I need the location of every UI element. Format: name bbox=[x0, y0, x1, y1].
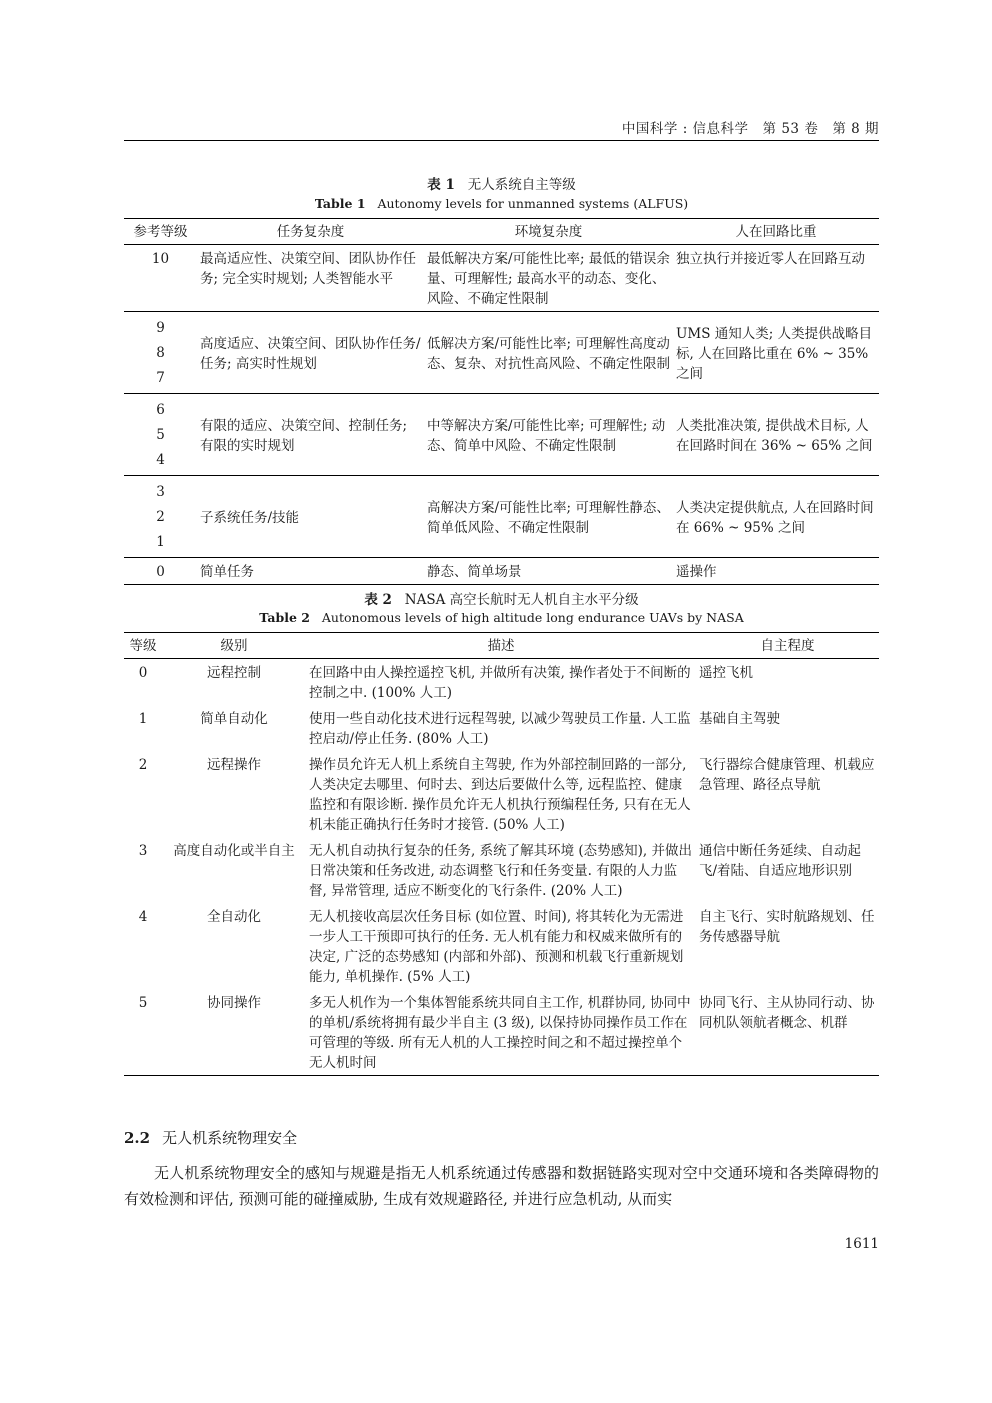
table1 bbox=[124, 218, 879, 585]
table2-caption-zh bbox=[124, 588, 879, 608]
table1-header-cell: 环境复杂度 bbox=[424, 219, 673, 245]
task-cell: 有限的适应、决策空间、控制任务; 有限的实时规划 bbox=[197, 394, 424, 476]
table-row bbox=[124, 659, 879, 706]
level-cell: 10 bbox=[151, 251, 170, 267]
level-cell: 5 bbox=[138, 995, 148, 1011]
table1-caption-en bbox=[124, 196, 879, 211]
table1-label-zh: 表 1 bbox=[427, 177, 455, 193]
table2 bbox=[124, 632, 879, 1076]
table-row bbox=[124, 751, 879, 837]
level-cell: 0 bbox=[138, 665, 148, 681]
human-cell: 人类决定提供航点, 人在回路时间在 66% ~ 95% 之间 bbox=[673, 476, 879, 558]
name-cell: 高度自动化或半自主 bbox=[173, 843, 295, 859]
env-cell: 最低解决方案/可能性比率; 最低的错误余量、可理解性; 最高水平的动态、变化、风险、不确定性限制 bbox=[427, 251, 670, 307]
autonomy-cell: 遥控飞机 bbox=[699, 665, 753, 681]
section-number: 2.2 bbox=[124, 1129, 151, 1147]
level-cell: 1 bbox=[138, 711, 148, 727]
env-cell: 高解决方案/可能性比率; 可理解性静态、简单低风险、不确定性限制 bbox=[424, 476, 673, 558]
human-cell: 人类批准决策, 提供战术目标, 人在回路时间在 36% ~ 65% 之间 bbox=[673, 394, 879, 476]
desc-cell: 多无人机作为一个集体智能系统共同自主工作, 机群协同, 协同中的单机/系统将拥有最少半自主 (3 级), 以保持协同操作员工作在可管理的等级. 所有无人机的人工操控时间之和不超过操控单个无人机时间 bbox=[309, 995, 691, 1071]
table-row bbox=[124, 705, 879, 751]
desc-cell: 使用一些自动化技术进行远程驾驶, 以减少驾驶员工作量. 人工监控启动/停止任务. (80% 人工) bbox=[309, 711, 691, 747]
table2-header-cell: 等级 bbox=[124, 633, 162, 659]
table-row bbox=[124, 245, 879, 312]
name-cell: 远程操作 bbox=[207, 757, 261, 773]
level-value: 5 bbox=[156, 427, 165, 443]
level-value: 4 bbox=[156, 452, 165, 468]
level-value: 2 bbox=[156, 509, 165, 525]
table2-title-zh: NASA 高空长航时无人机自主水平分级 bbox=[404, 592, 639, 608]
level-cell: 3 bbox=[138, 843, 148, 859]
table-row bbox=[124, 837, 879, 903]
table-row bbox=[124, 476, 879, 558]
table-row bbox=[124, 394, 879, 476]
level-cell bbox=[124, 394, 197, 476]
level-cell bbox=[124, 312, 197, 394]
autonomy-cell: 基础自主驾驶 bbox=[699, 711, 780, 727]
body-paragraph: 无人机系统物理安全的感知与规避是指无人机系统通过传感器和数据链路实现对空中交通环境和各类障碍物的有效检测和评估, 预测可能的碰撞威胁, 生成有效规避路径, 并进行应急机动, 从而实 bbox=[124, 1164, 879, 1208]
env-cell: 中等解决方案/可能性比率; 可理解性; 动态、简单中风险、不确定性限制 bbox=[424, 394, 673, 476]
level-value: 9 bbox=[156, 320, 165, 336]
table1-title-zh: 无人系统自主等级 bbox=[467, 177, 576, 193]
level-cell: 0 bbox=[124, 558, 197, 585]
table2-header-row bbox=[124, 633, 879, 659]
table2-title-en: Autonomous levels of high altitude long endurance UAVs by NASA bbox=[321, 610, 744, 625]
level-value: 7 bbox=[156, 370, 165, 386]
table1-header-cell: 参考等级 bbox=[124, 219, 197, 245]
level-value: 3 bbox=[156, 484, 165, 500]
table1-label-en: Table 1 bbox=[314, 196, 366, 211]
task-cell: 高度适应、决策空间、团队协作任务/任务; 高实时性规划 bbox=[197, 312, 424, 394]
table2-label-en: Table 2 bbox=[259, 610, 310, 625]
table2-header-cell: 级别 bbox=[162, 633, 306, 659]
autonomy-cell: 自主飞行、实时航路规划、任务传感器导航 bbox=[699, 909, 875, 945]
section-title: 无人机系统物理安全 bbox=[162, 1129, 298, 1147]
table1-caption-zh bbox=[124, 173, 879, 193]
human-cell: 遥操作 bbox=[673, 558, 879, 585]
level-cell: 2 bbox=[138, 757, 148, 773]
running-header: 中国科学 : 信息科学 第 53 卷 第 8 期 bbox=[621, 121, 879, 137]
human-cell: UMS 通知人类; 人类提供战略目标, 人在回路比重在 6% ~ 35% 之间 bbox=[673, 312, 879, 394]
table1-header-cell: 人在回路比重 bbox=[673, 219, 879, 245]
name-cell: 协同操作 bbox=[207, 995, 261, 1011]
task-cell: 子系统任务/技能 bbox=[197, 476, 424, 558]
table-row bbox=[124, 558, 879, 585]
level-value: 1 bbox=[156, 534, 165, 550]
table-row bbox=[124, 312, 879, 394]
env-cell: 静态、简单场景 bbox=[424, 558, 673, 585]
table1-header-cell: 任务复杂度 bbox=[197, 219, 424, 245]
table2-header-cell: 自主程度 bbox=[696, 633, 879, 659]
table-row bbox=[124, 989, 879, 1076]
autonomy-cell: 飞行器综合健康管理、机载应急管理、路径点导航 bbox=[699, 757, 875, 793]
autonomy-cell: 通信中断任务延续、自动起飞/着陆、自适应地形识别 bbox=[699, 843, 861, 879]
task-cell: 最高适应性、决策空间、团队协作任务; 完全实时规划; 人类智能水平 bbox=[200, 251, 416, 287]
desc-cell: 操作员允许无人机上系统自主驾驶, 作为外部控制回路的一部分, 人类决定去哪里、何时去、到达后要做什么等, 远程监控、健康监控和有限诊断. 操作员允许无人机执行预编程任务, 只有在无人机未能正确执行任务时才接管. (50% 人工) bbox=[309, 757, 691, 833]
table1-header-row bbox=[124, 219, 879, 245]
name-cell: 全自动化 bbox=[207, 909, 261, 925]
page-number: 1611 bbox=[844, 1236, 879, 1252]
desc-cell: 在回路中由人操控遥控飞机, 并做所有决策, 操作者处于不间断的控制之中. (100% 人工) bbox=[309, 665, 691, 701]
desc-cell: 无人机接收高层次任务目标 (如位置、时间), 将其转化为无需进一步人工干预即可执行的任务. 无人机有能力和权威来做所有的决定, 广泛的态势感知 (内部和外部)、预测和机载飞行重新规划能力, 单机操作. (5% 人工) bbox=[309, 909, 684, 985]
section-heading bbox=[124, 1127, 297, 1148]
desc-cell: 无人机自动执行复杂的任务, 系统了解其环境 (态势感知), 并做出日常决策和任务改进, 动态调整飞行和任务变量. 有限的人力监督, 异常管理, 适应不断变化的飞行条件. (20% 人工) bbox=[309, 843, 692, 899]
name-cell: 简单自动化 bbox=[200, 711, 268, 727]
table2-header-cell: 描述 bbox=[306, 633, 696, 659]
level-cell bbox=[124, 476, 197, 558]
human-cell: 独立执行并接近零人在回路互动 bbox=[676, 251, 865, 267]
table1-title-en: Autonomy levels for unmanned systems (ALFUS) bbox=[377, 196, 689, 211]
level-cell: 4 bbox=[138, 909, 148, 925]
env-cell: 低解决方案/可能性比率; 可理解性高度动态、复杂、对抗性高风险、不确定性限制 bbox=[424, 312, 673, 394]
table-row bbox=[124, 903, 879, 989]
task-cell: 简单任务 bbox=[197, 558, 424, 585]
level-value: 6 bbox=[156, 402, 165, 418]
header-rule bbox=[124, 140, 879, 141]
table2-caption-en bbox=[124, 610, 879, 625]
level-value: 8 bbox=[156, 345, 165, 361]
name-cell: 远程控制 bbox=[207, 665, 261, 681]
autonomy-cell: 协同飞行、主从协同行动、协同机队领航者概念、机群 bbox=[699, 995, 875, 1031]
table2-label-zh: 表 2 bbox=[364, 592, 392, 608]
